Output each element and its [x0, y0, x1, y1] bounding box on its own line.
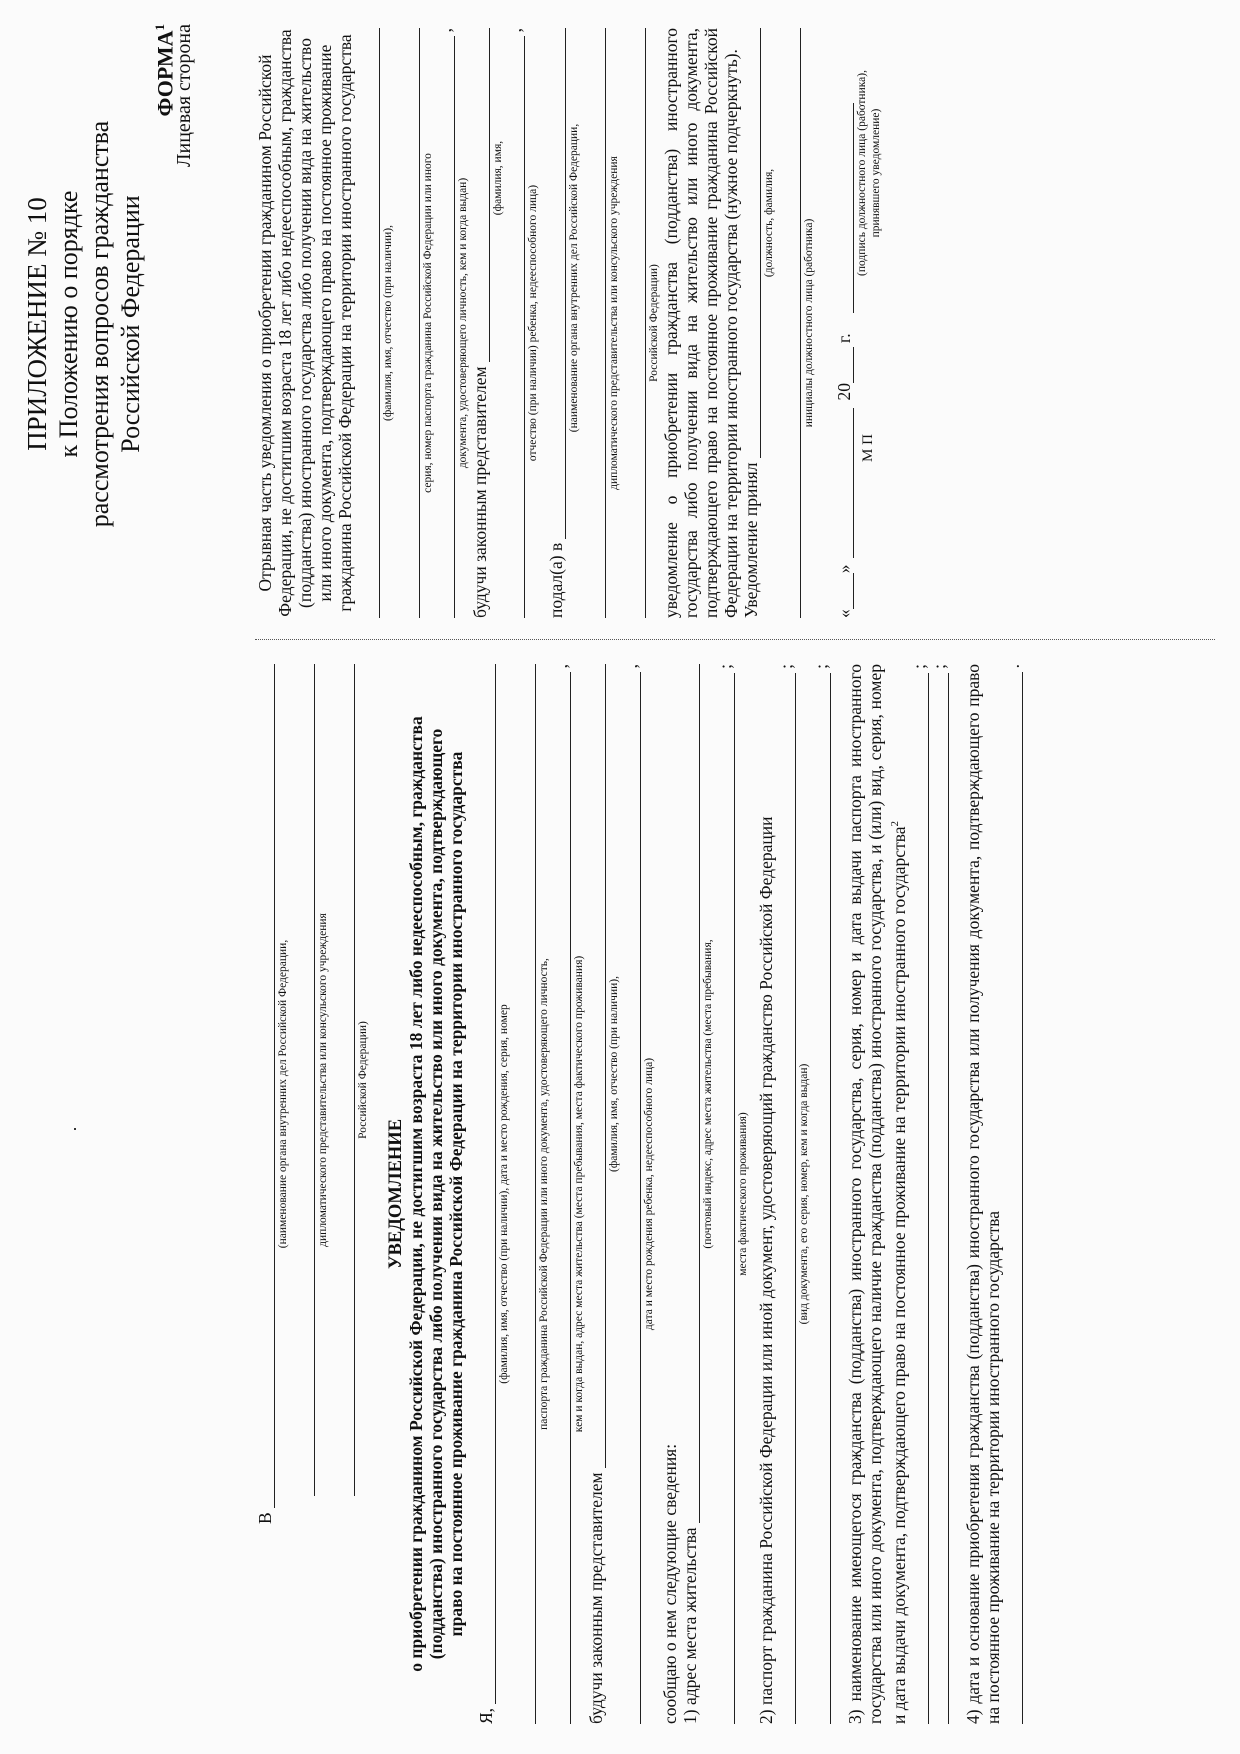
- side-label: Лицевая сторона: [173, 24, 195, 168]
- organ-field-3[interactable]: [330, 664, 355, 1496]
- r-representative-label: будучи законным представителем: [470, 366, 490, 618]
- r-organ-field[interactable]: [546, 28, 566, 539]
- r-representative-field[interactable]: [470, 28, 490, 362]
- ya-label: Я,: [476, 1707, 496, 1724]
- rf-document-field[interactable]: [776, 673, 796, 1724]
- to-prefix: В: [255, 1512, 275, 1524]
- appendix-ref-3: Российской Федерации: [116, 195, 145, 453]
- signature-caption: (подпись должностного лица (работника), принявшего уведомление): [856, 70, 882, 276]
- date-line: [834, 28, 854, 618]
- appendix-number: ПРИЛОЖЕНИЕ № 10: [22, 197, 52, 451]
- rf-document-caption: (вид документа, его серия, номер, кем и когда выдан): [798, 1063, 810, 1325]
- foreign-document-field-2[interactable]: [929, 673, 949, 1724]
- appendix-ref-1: к Положению о порядке: [54, 190, 83, 458]
- tear-off-part: Отрывная часть уведомления о приобретении гражданином Российской Федерации, не достигшим возраста 18 лет либо недееспособным, гражданства (подданства) иностранного государства либо получении вида на жительство или иного документа, подтверждающего право на постоянное проживание гражданина Российской Федерации на территории иностранного государства (фамилия, имя, отчество (при наличии), серия, номер паспорта гражданина Российской Федерации или иного , документа, удостоверяющего личность, кем и когда выдан) будучи законным представителем (фамилия, имя, , отчество (при наличии) ребенка, недееспособного лица) подал(а) в (наименование органа внутренних дел Российской Федерации, дипломатического представительства или консульского учреждения Российской Федерации) уведомление о приобретении гражданства (подданства) иностранного государства либо получении вида на жительство или иного документа, подтверждающего право на постоянное проживание гражданина Российской Федерации на территории иностранного государства (нужное подчеркнуть). Уведомление принял (должность, фамилия, инициалы должностного лица (работника) « » 20 г. М П (подпись должностного лица (работника), принявшего уведомление): [255, 28, 882, 618]
- passport-field[interactable]: [511, 664, 536, 1724]
- item-4-text: 4) дата и основание приобретения гражданства (подданства) иностранного государства или получения документа, подтверждающего право на постоянное проживание на территории иностранного государства: [962, 664, 1003, 1724]
- organ-field[interactable]: [255, 664, 275, 1508]
- notification-title: УВЕДОМЛЕНИЕ: [386, 1118, 406, 1270]
- acquisition-field[interactable]: [1003, 672, 1023, 1724]
- rf-document-field-2[interactable]: [811, 673, 831, 1724]
- applicant-field[interactable]: [476, 664, 496, 1704]
- address-field-2[interactable]: [715, 673, 735, 1724]
- r-organ-field-3[interactable]: [621, 28, 646, 618]
- r-organ-caption-2: дипломатического представительства или консульского учреждения: [608, 156, 620, 490]
- initials-caption: инициалы должностного лица (работника): [803, 218, 815, 428]
- year-prefix: 20: [834, 383, 854, 401]
- r-organ-caption-1: (наименование органа внутренних дел Российской Федерации,: [568, 123, 580, 433]
- address-field[interactable]: [680, 664, 700, 1523]
- form-label: ФОРМА$^1$: [152, 24, 178, 117]
- date-open-quote: «: [834, 609, 854, 618]
- r-passport-caption: серия, номер паспорта гражданина Российской Федерации или иного: [422, 153, 434, 493]
- rep-fio-caption: (фамилия, имя, отчество (при наличии),: [608, 976, 620, 1172]
- r-organ-caption-3: Российской Федерации): [648, 264, 660, 382]
- tear-off-intro: Отрывная часть уведомления о приобретении гражданином Российской Федерации, не достигшим возраста 18 лет либо недееспособным, гражданства (подданства) иностранного государства либо получении вида на жительство или иного документа, подтверждающего право на постоянное проживание гражданина Российской Федерации на территории иностранного государства: [255, 29, 355, 617]
- year-suffix: г.: [834, 333, 854, 343]
- tear-off-line: [255, 639, 1215, 640]
- foreign-document-field[interactable]: [909, 673, 929, 1724]
- report-line: сообщаю о нем следующие сведения:: [660, 1443, 680, 1724]
- submitted-label: подал(а) в: [546, 542, 566, 618]
- accepted-label: Уведомление принял: [741, 462, 761, 618]
- signature-field[interactable]: [835, 103, 854, 313]
- day-field[interactable]: [835, 573, 854, 609]
- appendix-header: [22, 24, 146, 624]
- r-child-caption: отчество (при наличии) ребенка, недееспособного лица): [527, 184, 539, 462]
- official-caption: (должность, фамилия,: [763, 168, 775, 278]
- item-3-text: 3) наименование имеющегося гражданства (подданства) иностранного государства, серия, номер и дата выдачи паспорта иностранного государства или иного документа, подтверждающего наличие гражданства (подданства) иностранного государства, и (или) вид, серия, номер и дата выдачи документа, подтверждающего право на постоянное проживание на территории иностранного государства$^2$: [845, 664, 909, 1724]
- r-organ-field-2[interactable]: [581, 28, 606, 618]
- date-close-quote: »: [834, 564, 854, 574]
- month-field[interactable]: [835, 409, 854, 559]
- representative-label: будучи законным представителем: [586, 1472, 606, 1724]
- issued-field[interactable]: [551, 672, 571, 1724]
- child-caption: дата и место рождения ребенка, недееспособного лица): [643, 1057, 655, 1331]
- r-fio-field[interactable]: [355, 28, 380, 618]
- r-document-field[interactable]: [435, 36, 455, 618]
- r-child-field[interactable]: [505, 36, 525, 618]
- organ-caption-2: дипломатического представительства или консульского учреждения: [317, 913, 329, 1247]
- appendix-ref-2: рассмотрения вопросов гражданства: [85, 120, 114, 528]
- passport-caption: паспорта гражданина Российской Федерации или иного документа, удостоверяющего личность,: [538, 958, 550, 1430]
- address-caption: (почтовый индекс, адрес места жительства (места пребывания,: [702, 939, 714, 1249]
- form-footnote-mark: 1: [152, 24, 167, 31]
- organ-caption-1: (наименование органа внутренних дел Российской Федерации,: [277, 939, 289, 1249]
- address-caption-2: места фактического проживания): [737, 1112, 749, 1276]
- year-field[interactable]: [835, 347, 854, 383]
- r-rep-caption: (фамилия, имя,: [492, 140, 504, 216]
- organ-caption-3: Российской Федерации): [357, 1021, 369, 1139]
- r-fio-caption: (фамилия, имя, отчество (при наличии),: [382, 225, 394, 421]
- item-2-text: 2) паспорт гражданина Российской Федерации или иной документ, удостоверяющий гражданство Российской Федерации: [756, 816, 776, 1724]
- official-field-2[interactable]: [776, 28, 801, 618]
- item-1-label: 1) адрес места жительства: [680, 1527, 700, 1724]
- child-field[interactable]: [621, 672, 641, 1724]
- notification-subtitle: о приобретении гражданином Российской Федерации, не достигшим возраста 18 лет либо недееспособным, гражданства (подданства) иностранного государства либо получении вида на жительство или иного документа, подтверждающего право на постоянное проживание гражданина Российской Федерации на территории иностранного государства: [406, 716, 466, 1672]
- notice-text: уведомление о приобретении гражданства (подданства) иностранного государства либо получении вида на жительство или иного документа, подтверждающего право на постоянное проживание гражданина Российской Федерации на территории иностранного государства (нужное подчеркнуть).: [661, 28, 741, 618]
- notification-main: В (наименование органа внутренних дел Российской Федерации, дипломатического представительства или консульского учреждения Российской Федерации) УВЕДОМЛЕНИЕ о приобретении гражданином Российской Федерации, не достигшим возраста 18 лет либо недееспособным, гражданства (подданства) иностранного государства либо получении вида на жительство или иного документа, подтверждающего право на постоянное проживание гражданина Российской Федерации на территории иностранного государства Я, (фамилия, имя, отчество (при наличии), дата и место рождения, серия, номер паспорта гражданина Российской Федерации или иного документа, удостоверяющего личность, , кем и когда выдан, адрес места жительства (места пребывания, места фактического проживания) будучи законным представителем (фамилия, имя, отчество (при наличии), , дата и место рождения ребенка, недееспособного лица) сообщаю о нем следующие сведения: 1) адрес места жительства (почтовый индекс, адрес места жительства (места пребывания, ; места фактического проживания) 2) паспорт гражданина Российской Федерации или иной документ, удостоверяющий гражданство Российской Федерации ; (вид документа, его серия, номер, кем и когда выдан) ; 3) наименование имеющегося гражданства (подданства) иностранного государства, серия, номер и дата выдачи паспорта иностранного государства или иного документа, подтверждающего наличие гражданства (подданства) иностранного государства, и (или) вид, серия, номер и дата выдачи документа, подтверждающего право на постоянное проживание на территории иностранного государства$^2$ ; ; 4) дата и основание приобретения гражданства (подданства) иностранного государства или получения документа, подтверждающего право на постоянное проживание на территории иностранного государства .: [255, 664, 1023, 1724]
- stamp-place: М П: [860, 434, 876, 462]
- fio-caption: (фамилия, имя, отчество (при наличии), дата и место рождения, серия, номер: [498, 1004, 510, 1384]
- organ-field-2[interactable]: [290, 664, 315, 1496]
- accepted-field[interactable]: [741, 28, 761, 458]
- r-document-caption: документа, удостоверяющего личность, кем и когда выдан): [457, 177, 469, 469]
- r-passport-field[interactable]: [395, 28, 420, 618]
- item-3-footnote-mark: 2: [889, 820, 901, 827]
- representative-field[interactable]: [586, 664, 606, 1468]
- issued-caption: кем и когда выдан, адрес места жительства (места пребывания, места фактического проживания): [573, 955, 585, 1433]
